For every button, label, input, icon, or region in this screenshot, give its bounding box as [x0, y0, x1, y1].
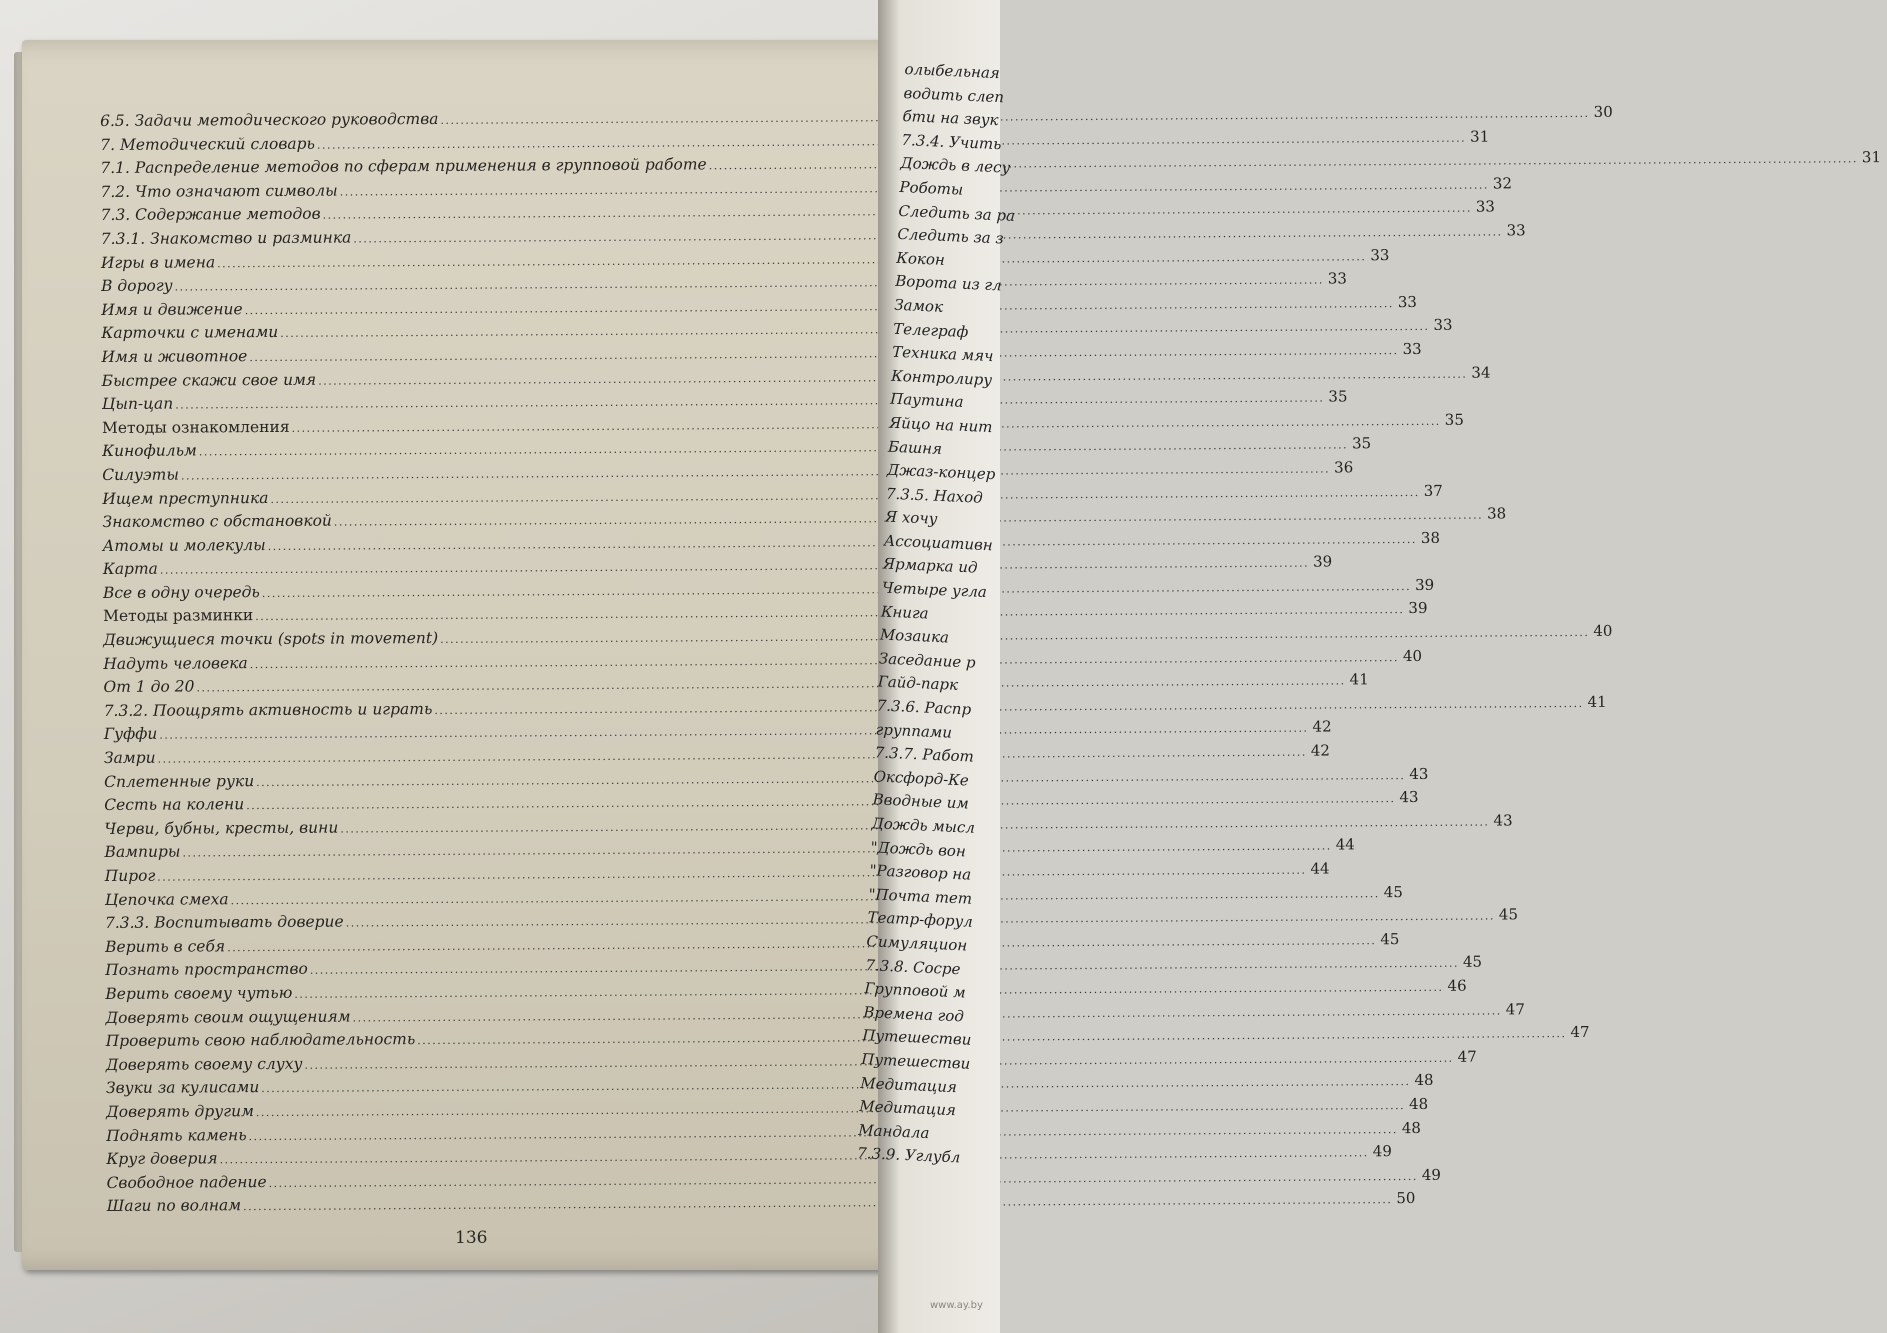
right-page-fragment: Медитация: [859, 1073, 958, 1096]
toc-leader-dots: [158, 746, 1307, 766]
toc-entry-title: Верить в себя: [105, 937, 226, 956]
toc-entry-title: Ищем преступника: [102, 488, 269, 508]
toc-leader-dots: [199, 439, 1348, 459]
right-page-fragment: 7.3.4. Учить: [901, 130, 1002, 154]
right-page-fragment: Времена год: [863, 1002, 965, 1026]
toc-leader-dots: [196, 675, 1345, 695]
right-page-fragment: Техника мяч: [891, 342, 994, 366]
right-page-fragment: Ярмарка ид: [882, 554, 978, 578]
right-page-fragment: олыбельная: [904, 60, 1001, 83]
toc-leader-dots: [440, 626, 1589, 646]
right-page-fragment: Гайд-парк: [877, 672, 959, 695]
toc-entry-title: Знакомство с обстановкой: [102, 511, 332, 532]
toc-entry-title: Верить своему чутью: [105, 983, 293, 1003]
toc-entry-page: 49: [1421, 1165, 1441, 1184]
toc-entry-title: Цепочка смеха: [104, 889, 229, 909]
toc-entry-page: 46: [1447, 976, 1467, 995]
toc-entry-page: 38: [1487, 504, 1507, 523]
toc-entry-title: 7.3.2. Поощрять активность и играть: [103, 699, 433, 720]
toc-entry-title: Надуть человека: [103, 653, 248, 673]
toc-entry-page: 42: [1312, 717, 1332, 737]
toc-entry-title: Карта: [102, 559, 158, 579]
toc-entry-title: Доверять своим ощущениям: [105, 1007, 351, 1027]
toc-entry-page: 33: [1370, 245, 1390, 264]
toc-entry-title: Поднять камень: [106, 1125, 247, 1145]
right-page-fragment: 7.3.6. Распр: [876, 696, 972, 719]
toc-entry-page: 39: [1408, 599, 1428, 618]
toc-leader-dots: [262, 580, 1411, 600]
right-page-fragment: Ворота из гл: [894, 272, 1003, 295]
toc-entry-title: 7.2. Что означают символы: [100, 181, 338, 201]
right-page-fragment: Симуляцион: [866, 932, 968, 955]
toc-entry-title: Атомы и молекулы: [102, 535, 266, 555]
toc-entry-title: Вампиры: [104, 842, 181, 862]
right-page-fragment: Театр-форул: [867, 908, 974, 932]
right-page-fragment: Дождь в лесу: [900, 154, 1011, 178]
toc-entry-title: Черви, бубны, кресты, вини: [104, 818, 339, 838]
page-number: 136: [455, 1228, 488, 1248]
right-page-fragment: Башня: [887, 437, 943, 458]
toc-entry-page: 35: [1328, 387, 1348, 406]
toc-entry-page: 34: [1471, 363, 1491, 382]
toc-entry-page: 33: [1327, 269, 1347, 288]
toc-leader-dots: [256, 1099, 1405, 1119]
toc-entry-title: 7.3.3. Воспитывать доверие: [104, 912, 344, 933]
right-page-fragment: Дождь мысл: [871, 814, 976, 837]
toc-leader-dots: [157, 864, 1306, 884]
toc-entry-page: 35: [1352, 434, 1372, 453]
toc-leader-dots: [268, 533, 1417, 553]
toc-entry-title: Гуффи: [103, 725, 158, 744]
toc-entry-title: Методы разминки: [103, 606, 254, 626]
watermark: www.ay.by: [930, 1300, 983, 1311]
toc-leader-dots: [280, 320, 1429, 340]
toc-entry-page: 44: [1310, 859, 1330, 878]
right-page-fragment: 7.3.9. Углубл: [856, 1144, 961, 1167]
toc-entry-page: 48: [1401, 1118, 1421, 1137]
right-page-fragment: Книга: [880, 602, 929, 623]
toc-entry-page: 48: [1414, 1071, 1434, 1090]
toc-entry-title: Кинофильм: [102, 441, 197, 461]
right-page-fragment: Ассоциативн: [883, 531, 994, 555]
toc-entry-page: 31: [1470, 127, 1490, 146]
toc-entry-page: 45: [1380, 929, 1400, 948]
right-page-fragment: группами: [875, 719, 953, 742]
toc-entry-title: 7.3. Содержание методов: [100, 205, 321, 225]
right-page-fragment: Яйцо на нит: [888, 413, 993, 437]
toc-entry-title: Игры в имена: [100, 252, 216, 272]
toc-entry-page: 40: [1593, 621, 1613, 640]
toc-entry-title: Свободное падение: [106, 1172, 267, 1192]
toc-entry-page: 49: [1372, 1142, 1392, 1161]
toc-entry-page: 47: [1457, 1047, 1477, 1066]
toc-entry-title: 7.3.1. Знакомство и разминка: [100, 228, 352, 248]
toc-leader-dots: [292, 415, 1441, 435]
right-page-fragment: Заседание р: [878, 649, 976, 672]
toc-entry-page: 33: [1506, 221, 1526, 240]
right-page-fragment: Мозаика: [879, 625, 950, 647]
toc-entry-title: Доверять другим: [106, 1102, 254, 1121]
toc-entry-page: 33: [1433, 316, 1453, 335]
toc-leader-dots: [220, 1146, 1369, 1166]
toc-entry-page: 35: [1444, 410, 1464, 429]
toc-entry-page: 33: [1475, 197, 1495, 216]
toc-entry-page: 43: [1409, 764, 1429, 783]
toc-entry-page: 33: [1402, 339, 1422, 358]
toc-leader-dots: [434, 697, 1583, 717]
toc-entry-page: 39: [1414, 575, 1435, 594]
toc-leader-dots: [175, 392, 1324, 412]
toc-entry-page: 43: [1493, 811, 1513, 830]
toc-entry-page: 36: [1334, 458, 1354, 477]
toc-entry-title: Карточки с именами: [101, 323, 279, 343]
toc-entry-title: Методы ознакомления: [101, 417, 290, 437]
toc-entry-title: Имя и животное: [101, 347, 248, 366]
right-page-fragment: Телеграф: [892, 319, 969, 341]
toc-entry-page: 47: [1505, 999, 1525, 1018]
right-page-fragment: 7.3.8. Сосре: [865, 955, 961, 978]
right-page-fragment: Кокон: [895, 248, 946, 269]
toc-leader-dots: [182, 840, 1331, 860]
right-page-fragment: 7.3.7. Работ: [874, 743, 975, 766]
toc-leader-dots: [175, 274, 1324, 294]
toc-leader-dots: [231, 887, 1380, 907]
toc-entry-title: 7. Методический словарь: [100, 134, 316, 154]
toc-entry-page: 42: [1310, 741, 1330, 760]
toc-leader-dots: [160, 557, 1309, 577]
toc-entry-title: Сесть на колени: [104, 795, 245, 815]
toc-entry-title: Шаги по волнам: [106, 1196, 242, 1216]
right-page-fragment: Четыре угла: [881, 578, 988, 602]
toc-entry-page: 45: [1498, 905, 1519, 924]
right-page-fragment: "Почта тет: [868, 884, 973, 908]
toc-entry-title: Круг доверия: [106, 1149, 218, 1169]
toc-entry-title: Движущиеся точки (spots in movement): [103, 629, 439, 650]
right-page-fragment: Оксфорд-Ке: [873, 767, 970, 790]
toc-entry-page: 45: [1462, 952, 1483, 972]
toc-leader-dots: [245, 297, 1394, 317]
right-page-fragment: бти на звук: [902, 107, 999, 130]
right-page-fragment: Роботы: [899, 177, 964, 199]
toc-entry-page: 47: [1570, 1023, 1590, 1042]
toc-entry-title: Все в одну очередь: [102, 582, 260, 602]
toc-leader-dots: [217, 250, 1366, 270]
toc-leader-dots: [250, 651, 1399, 671]
toc-entry-title: Пирог: [104, 866, 156, 885]
right-page-fragment: Замок: [893, 295, 944, 316]
right-page-fragment: Вводные им: [872, 790, 970, 813]
toc-entry-page: 38: [1420, 528, 1441, 547]
toc-entry-page: 44: [1335, 835, 1355, 854]
toc-leader-dots: [249, 1123, 1398, 1143]
toc-entry-title: Силуэты: [102, 465, 179, 484]
toc-entry-title: Замри: [103, 748, 156, 768]
right-page-fragment: водить слеп: [903, 83, 1005, 106]
toc-entry-page: 32: [1492, 174, 1513, 193]
toc-entry-page: 43: [1399, 788, 1419, 807]
toc-leader-dots: [249, 344, 1398, 364]
toc-entry-title: Сплетенные руки: [104, 771, 255, 791]
right-page-fragment: Паутина: [889, 389, 964, 412]
toc-entry-page: 41: [1587, 692, 1607, 711]
toc-entry-page: 40: [1402, 646, 1423, 665]
toc-leader-dots: [227, 934, 1376, 954]
right-page-fragment: Контролиру: [890, 366, 993, 389]
toc-entry-page: 45: [1383, 882, 1403, 901]
toc-entry-page: 39: [1313, 552, 1333, 571]
toc-entry-title: Звуки за кулисами: [105, 1078, 260, 1098]
toc-leader-dots: [246, 792, 1395, 812]
right-page-fragment: Следить за з: [897, 224, 1005, 248]
toc-leader-dots: [159, 722, 1308, 742]
toc-entry-page: 48: [1409, 1094, 1429, 1113]
toc-leader-dots: [270, 485, 1419, 505]
toc-entry-title: 6.5. Задачи методического руководства: [100, 109, 439, 130]
right-page-fragment: Медитация: [858, 1097, 957, 1120]
toc-entry-title: 7.1. Распределение методов по сферам применения в групповой работе: [100, 155, 707, 178]
toc-entry: [106, 1189, 1416, 1221]
toc-entry-title: В дорогу: [101, 276, 173, 296]
toc-entry-title: Проверить свою наблюдательность: [105, 1030, 416, 1051]
toc-entry-page: 50: [1396, 1189, 1416, 1208]
right-page-fragment: 7.3.5. Наход: [885, 484, 984, 507]
toc-leader-dots: [256, 769, 1405, 789]
right-page-fragment: Я хочу: [884, 507, 938, 529]
toc-entry-page: 30: [1593, 102, 1613, 121]
right-page-fragment: Путешестви: [862, 1026, 972, 1050]
right-page-fragment: "Дождь вон: [870, 837, 967, 860]
toc-entry-title: Цып-цап: [101, 394, 174, 414]
toc-entry-page: 33: [1397, 292, 1418, 311]
toc-entry-title: Познать пространство: [105, 960, 308, 980]
toc-entry-title: От 1 до 20: [103, 677, 195, 697]
toc-entry-page: 37: [1423, 481, 1443, 500]
right-page-fragment: "Разговор на: [869, 861, 972, 884]
right-page-fragment: Джаз-концер: [886, 460, 996, 484]
right-page-fragment: Следить за ра: [898, 201, 1016, 225]
toc-leader-dots: [269, 1170, 1418, 1190]
right-page-fragment: Групповой м: [864, 979, 966, 1002]
toc-entry-title: Быстрее скажи свое имя: [101, 370, 317, 390]
toc-entry-title: Имя и движение: [101, 299, 243, 319]
toc-leader-dots: [243, 1193, 1392, 1213]
right-page-fragment: Путешестви: [860, 1049, 971, 1073]
right-page-fragment: Мандала: [857, 1120, 930, 1142]
toc-entry-page: 31: [1861, 148, 1882, 167]
toc-entry-title: Доверять своему слуху: [105, 1054, 303, 1074]
toc-leader-dots: [255, 604, 1404, 624]
toc-leader-dots: [261, 1075, 1410, 1095]
toc-entry-page: 41: [1349, 670, 1369, 689]
toc-leader-dots: [181, 462, 1330, 482]
